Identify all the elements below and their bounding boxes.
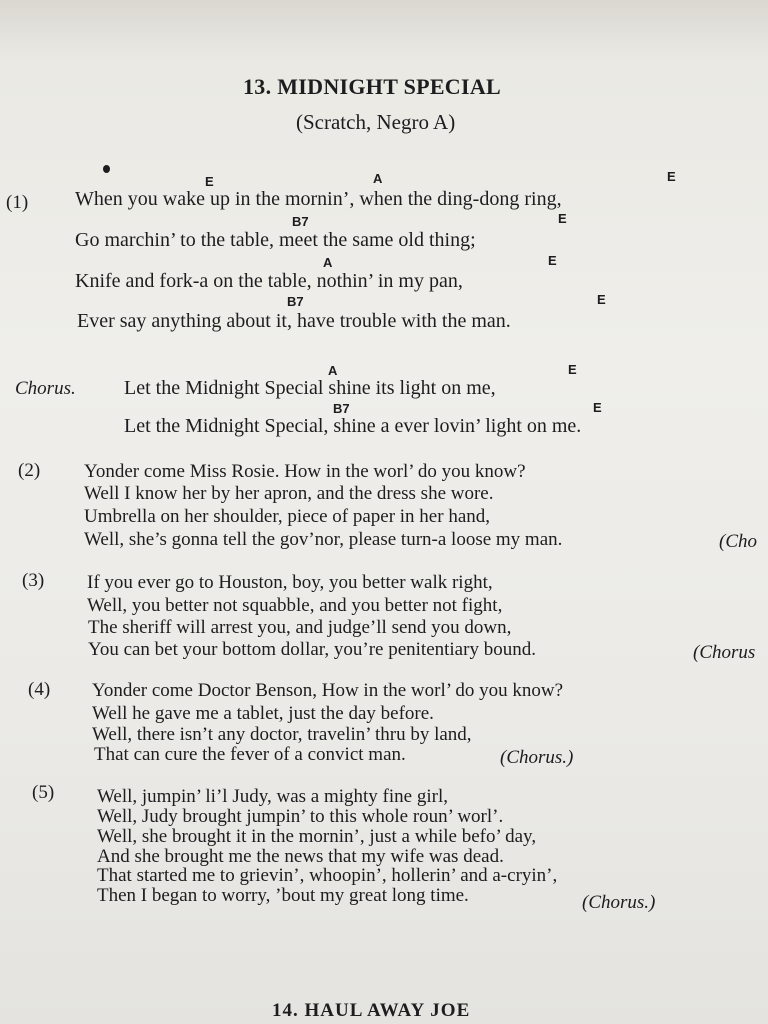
- chord-label: B7: [287, 294, 304, 309]
- lyric-line: Yonder come Doctor Benson, How in the worl’ do you know?: [92, 680, 564, 701]
- chord-label: A: [328, 363, 338, 378]
- lyric-line: Well, you better not squabble, and you better not fight,: [87, 595, 503, 616]
- chord-label: E: [205, 174, 214, 189]
- next-song-title: 14. HAUL AWAY JOE: [272, 1000, 471, 1021]
- lyric-line: Well, she’s gonna tell the gov’nor, please turn-a loose my man.: [84, 529, 563, 550]
- lyric-line: Yonder come Miss Rosie. How in the worl’ do you know?: [84, 461, 526, 482]
- lyric-line: You can bet your bottom dollar, you’re penitentiary bound.: [88, 639, 536, 660]
- lyric-line: Then I began to worry, ’bout my great long time.: [97, 885, 469, 906]
- verse-number: (5): [32, 782, 55, 803]
- lyric-line: That can cure the fever of a convict man.: [94, 744, 406, 765]
- chord-label: E: [548, 253, 557, 268]
- lyric-line: If you ever go to Houston, boy, you better walk right,: [87, 572, 493, 593]
- song-subtitle: (Scratch, Negro A): [296, 110, 456, 134]
- chorus-cue: (Chorus.): [582, 892, 656, 913]
- verse-number: (3): [22, 570, 45, 591]
- lyric-line: That started me to grievin’, whoopin’, hollerin’ and a-cryin’,: [97, 865, 558, 886]
- chord-label: E: [597, 292, 606, 307]
- lyric-line: Well, there isn’t any doctor, travelin’ thru by land,: [92, 724, 472, 745]
- chord-label: A: [323, 255, 333, 270]
- chord-label: E: [593, 400, 602, 415]
- chorus-line: Let the Midnight Special shine its light on me,: [124, 377, 496, 399]
- chorus-label: Chorus.: [15, 378, 76, 399]
- chord-label: E: [568, 362, 577, 377]
- lyric-line: Well he gave me a tablet, just the day before.: [92, 703, 434, 724]
- song-title: 13. MIDNIGHT SPECIAL: [243, 74, 502, 99]
- chorus-cue: (Chorus: [693, 642, 756, 663]
- lyric-line: Ever say anything about it, have trouble with the man.: [77, 310, 511, 332]
- ink-dot: [103, 165, 110, 173]
- lyric-line: The sheriff will arrest you, and judge’ll send you down,: [88, 617, 512, 638]
- chord-label: E: [667, 169, 676, 184]
- lyric-line: Well, Judy brought jumpin’ to this whole roun’ worl’.: [97, 806, 504, 827]
- verse-number: (2): [18, 460, 41, 481]
- lyric-line: Go marchin’ to the table, meet the same old thing;: [75, 229, 476, 251]
- lyric-line: Well I know her by her apron, and the dress she wore.: [84, 483, 494, 504]
- chord-label: B7: [292, 214, 309, 229]
- chord-label: A: [373, 171, 383, 186]
- lyric-line: Umbrella on her shoulder, piece of paper in her hand,: [84, 506, 491, 527]
- chorus-cue: (Cho: [719, 531, 757, 552]
- lyric-line: Well, jumpin’ li’l Judy, was a mighty fine girl,: [97, 786, 448, 807]
- chorus-cue: (Chorus.): [500, 747, 574, 768]
- chord-label: B7: [333, 401, 350, 416]
- lyric-line: Knife and fork-a on the table, nothin’ in my pan,: [75, 270, 463, 292]
- lyric-line: When you wake up in the mornin’, when the ding-dong ring,: [75, 188, 562, 210]
- verse-number: (1): [6, 192, 29, 213]
- lyric-line: Well, she brought it in the mornin’, just a while befo’ day,: [97, 826, 537, 847]
- chorus-line: Let the Midnight Special, shine a ever lovin’ light on me.: [124, 415, 582, 437]
- lyric-line: And she brought me the news that my wife was dead.: [97, 846, 504, 867]
- verse-number: (4): [28, 679, 51, 700]
- paper-edge-shadow: [0, 0, 768, 60]
- chord-label: E: [558, 211, 567, 226]
